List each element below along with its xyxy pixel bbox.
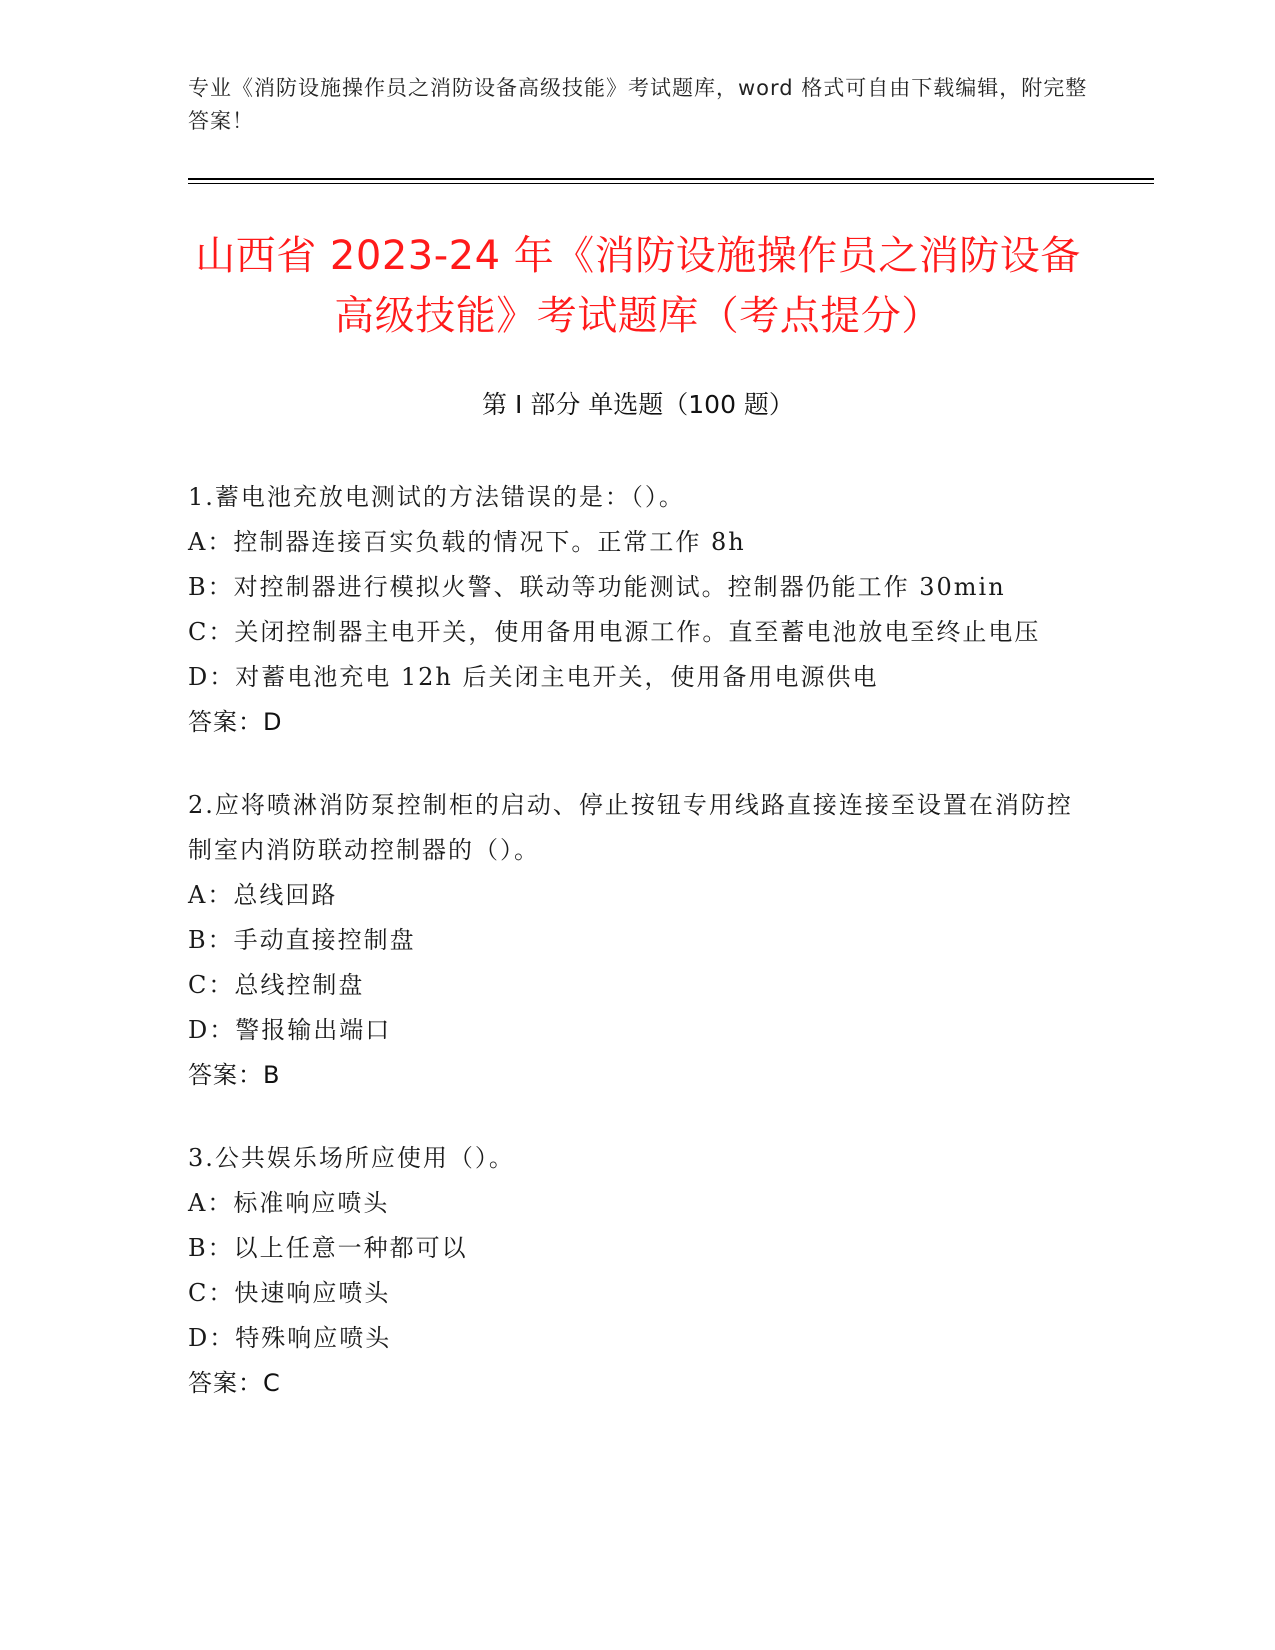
option-d: D：对蓄电池充电 12h 后关闭主电开关，使用备用电源供电 xyxy=(188,663,879,691)
document-title: 山西省 2023-24 年《消防设施操作员之消防设备高级技能》考试题库（考点提分） xyxy=(195,233,1081,339)
answer: 答案：C xyxy=(188,1369,281,1397)
question-2 xyxy=(188,783,1088,1098)
option-b: B：手动直接控制盘 xyxy=(188,926,416,954)
option-a: A：总线回路 xyxy=(188,881,338,909)
option-d: D：警报输出端口 xyxy=(188,1016,392,1044)
option-c: C：总线控制盘 xyxy=(188,971,365,999)
question-stem: 1.蓄电池充放电测试的方法错误的是：（）。 xyxy=(188,483,685,511)
option-c: C：关闭控制器主电开关，使用备用电源工作。直至蓄电池放电至终止电压 xyxy=(188,618,1041,646)
section-title: 第 I 部分 单选题（100 题） xyxy=(482,390,794,419)
option-a: A：标准响应喷头 xyxy=(188,1189,390,1217)
question-list xyxy=(188,475,1088,1444)
header-divider-thick xyxy=(188,178,1154,180)
question-stem: 3.公共娱乐场所应使用（）。 xyxy=(188,1144,515,1172)
question-3 xyxy=(188,1136,1088,1406)
option-d: D：特殊响应喷头 xyxy=(188,1324,392,1352)
question-1 xyxy=(188,475,1088,745)
header-divider-thin xyxy=(188,183,1154,184)
answer: 答案：B xyxy=(188,1061,281,1089)
option-b: B：对控制器进行模拟火警、联动等功能测试。控制器仍能工作 30min xyxy=(188,573,1006,601)
header-note: 专业《消防设施操作员之消防设备高级技能》考试题库，word 格式可自由下载编辑，附完整答案！ xyxy=(188,76,1088,133)
question-stem: 2.应将喷淋消防泵控制柜的启动、停止按钮专用线路直接连接至设置在消防控制室内消防联动控制器的（）。 xyxy=(188,791,1073,864)
option-c: C：快速响应喷头 xyxy=(188,1279,391,1307)
option-a: A：控制器连接百实负载的情况下。正常工作 8h xyxy=(188,528,746,556)
option-b: B：以上任意一种都可以 xyxy=(188,1234,468,1262)
answer: 答案：D xyxy=(188,708,283,736)
